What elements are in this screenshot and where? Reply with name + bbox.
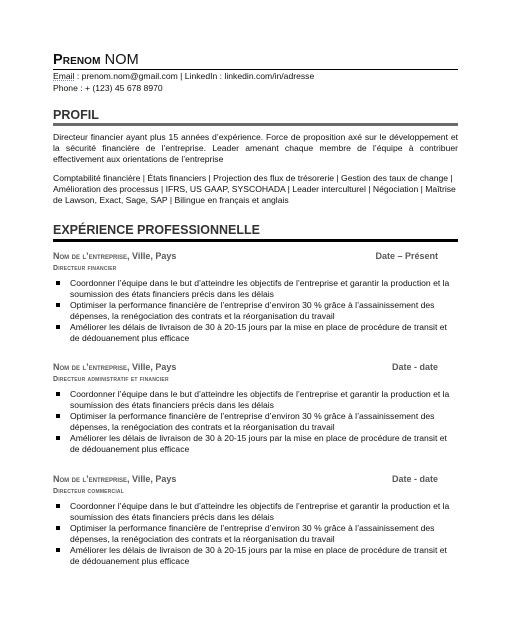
profil-divider — [53, 123, 458, 126]
job-title: Directeur financier — [53, 265, 117, 272]
candidate-name — [53, 52, 139, 68]
bullet-item: Améliorer les délais de livraison de 30 à 20-15 jours par la mise en place de procédure de transit et de dédouanement plus efficace — [53, 322, 458, 344]
experience-heading: EXPÉRIENCE PROFESSIONNELLE — [53, 223, 260, 237]
skills-list: Comptabilité financière | États financiers | Projection des flux de trésorerie | Gestion des taux de change | Amélioration des processus | IFRS, US GAAP, SYSCOHADA | Leader interculturel | Négociation | Maîtrise de Lawson, Exact, Sage, SAP | Bilingue en français et anglais — [53, 173, 456, 205]
bullet-item: Optimiser la performance financière de l’entreprise d’environ 30 % grâce à l’assainissement des dépenses, la renégociation des contrats et la réorganisation du travail — [53, 523, 458, 545]
job-date: Date - date — [391, 474, 438, 484]
header-divider — [53, 69, 458, 70]
contact-details: : prenom.nom@gmail.com | LinkedIn : linkedin.com/in/adresse — [74, 71, 315, 81]
first-name: Prenom — [53, 52, 101, 68]
contact-line — [53, 71, 314, 82]
bullet-item: Coordonner l’équipe dans le but d’atteindre les objectifs de l’entreprise et garantir la production et la soumission des états financiers précis dans les délais — [53, 389, 458, 411]
job-header — [53, 251, 438, 261]
company-location: , Ville, Pays — [127, 474, 177, 484]
job-header — [53, 474, 438, 484]
bullet-item: Coordonner l’équipe dans le but d’atteindre les objectifs de l’entreprise et garantir la production et la soumission des états financiers précis dans les délais — [53, 278, 458, 300]
email-label: Email — [53, 71, 75, 81]
job-bullets — [53, 501, 458, 567]
company-name: Nom de l’entreprise — [53, 251, 128, 261]
company-location: , Ville, Pays — [127, 251, 177, 261]
bullet-item: Coordonner l’équipe dans le but d’atteindre les objectifs de l’entreprise et garantir la production et la soumission des états financiers précis dans les délais — [53, 501, 458, 523]
bullet-item: Améliorer les délais de livraison de 30 à 20-15 jours par la mise en place de procédure de transit et de dédouanement plus efficace — [53, 545, 458, 567]
last-name: NOM — [104, 52, 139, 68]
profil-heading: PROFIL — [53, 108, 99, 122]
job-title: Directeur commercial — [53, 488, 124, 495]
phone-line: Phone : + (123) 45 678 8970 — [53, 83, 163, 93]
profil-summary: Directeur financier ayant plus 15 années d’expérience. Force de proposition axé sur le développement et la sécurité financière de l’entreprise. Leader amenant chaque membre de l’équipe à contribuer effectivement aux orientations de l’entreprise — [53, 132, 458, 164]
experience-divider — [53, 239, 458, 242]
bullet-item: Optimiser la performance financière de l’entreprise d’environ 30 % grâce à l’assainissement des dépenses, la renégociation des contrats et la réorganisation du travail — [53, 300, 458, 322]
job-header — [53, 362, 438, 372]
company-location: , Ville, Pays — [127, 362, 177, 372]
company-name: Nom de l’entreprise — [53, 474, 128, 484]
job-bullets — [53, 278, 458, 344]
job-date: Date – Présent — [375, 251, 438, 261]
bullet-item: Optimiser la performance financière de l’entreprise d’environ 30 % grâce à l’assainissement des dépenses, la renégociation des contrats et la réorganisation du travail — [53, 411, 458, 433]
bullet-item: Améliorer les délais de livraison de 30 à 20-15 jours par la mise en place de procédure de transit et de dédouanement plus efficace — [53, 433, 458, 455]
company-name: Nom de l’entreprise — [53, 362, 128, 372]
job-title: Directeur administratif et financier — [53, 376, 169, 383]
job-date: Date - date — [391, 362, 438, 372]
job-bullets — [53, 389, 458, 455]
